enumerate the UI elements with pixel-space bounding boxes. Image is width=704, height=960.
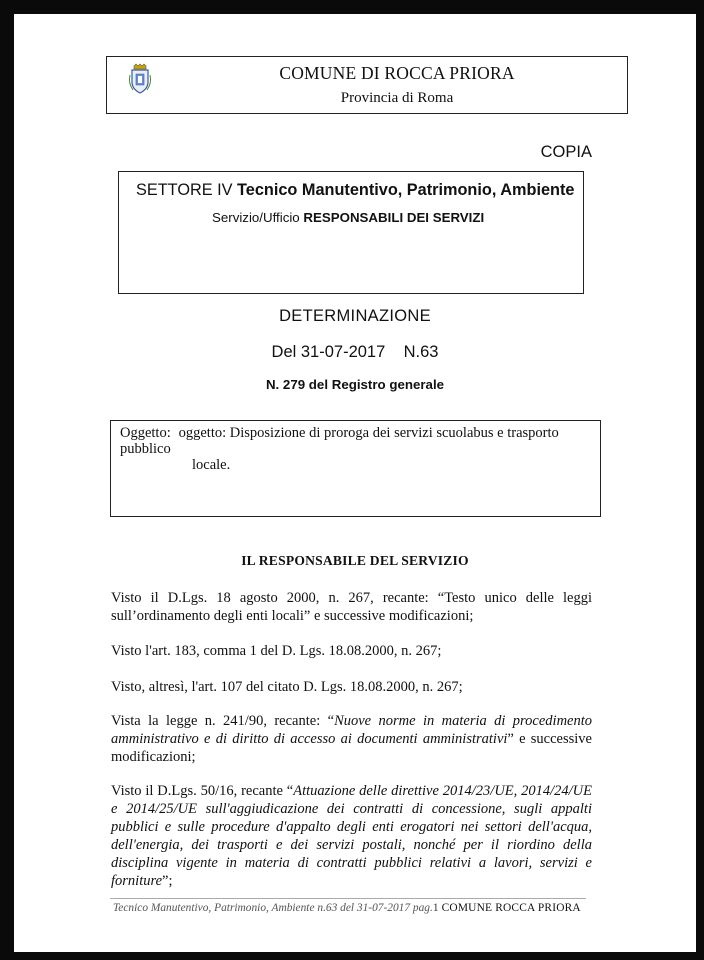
service-line [212, 210, 484, 225]
province-name: Provincia di Roma [340, 90, 454, 106]
service-prefix: Servizio/Ufficio [212, 210, 300, 225]
municipality-header [106, 56, 628, 114]
subject-box [110, 420, 601, 517]
section-heading: IL RESPONSABILE DEL SERVIZIO [241, 553, 469, 568]
paragraph-dlgs-267: Visto il D.Lgs. 18 agosto 2000, n. 267, recante: “Testo unico delle leggi sull’ordinamento degli enti locali” e successive modificazioni; [111, 590, 592, 624]
page-footer [113, 902, 581, 914]
paragraph-art-183: Visto l'art. 183, comma 1 del D. Lgs. 18.08.2000, n. 267; [111, 643, 442, 659]
p5-text-b: ”; [162, 873, 173, 889]
footer-document-ref: Tecnico Manutentivo, Patrimonio, Ambiente n.63 del 31-07-2017 pag. [113, 902, 433, 914]
municipality-name: COMUNE DI ROCCA PRIORA [279, 63, 515, 83]
subject-text [120, 425, 590, 473]
footer-page-number: 1 [432, 902, 439, 914]
subject-label: Oggetto: [120, 425, 171, 441]
p5-text-italic: Attuazione delle direttive 2014/23/UE, 2014/24/UE e 2014/25/UE sull'aggiudicazione dei contratti di concessione, sugli appalti pubblici e sulle procedure d'appalto degli enti erogatori nei settori dell'acqua, dell'energia, dei trasporti e dei servizi postali, nonché per il riordino della disciplina vigente in materia di contratti pubblici relativi a lavori, servizi e forniture [111, 783, 592, 889]
sector-box [118, 171, 584, 294]
p4-text-a: Vista la legge n. 241/90, recante: “ [111, 713, 335, 729]
sector-name: Tecnico Manutentivo, Patrimonio, Ambiente [237, 181, 575, 199]
paragraph-law-241 [111, 712, 592, 766]
p4-text-italic: Nuove norme in materia di procedimento amministrativo e di diritto di accesso ai documenti amministrativi [111, 713, 593, 747]
p4-text-b: ” e successive modificazioni; [111, 731, 592, 765]
footer-divider [110, 898, 586, 899]
paragraph-dlgs-50 [111, 782, 592, 890]
determination-date-number: Del 31-07-2017 N.63 [271, 343, 439, 361]
subject-continuation: locale. [192, 457, 231, 473]
determination-title: DETERMINAZIONE [279, 307, 431, 325]
footer-municipality: COMUNE ROCCA PRIORA [438, 902, 581, 914]
paragraph-art-107: Visto, altresì, l'art. 107 del citato D. Lgs. 18.08.2000, n. 267; [111, 679, 463, 695]
service-name: RESPONSABILI DEI SERVIZI [303, 210, 485, 225]
general-register-number: N. 279 del Registro generale [265, 377, 445, 392]
subject-content: oggetto: Disposizione di proroga dei servizi scuolabus e trasporto pubblico [120, 425, 559, 457]
copy-label: COPIA [540, 143, 592, 161]
sector-line [136, 181, 574, 200]
p5-text-a: Visto il D.Lgs. 50/16, recante “ [111, 783, 294, 799]
sector-prefix: SETTORE IV [136, 181, 233, 199]
document-page [14, 14, 696, 952]
